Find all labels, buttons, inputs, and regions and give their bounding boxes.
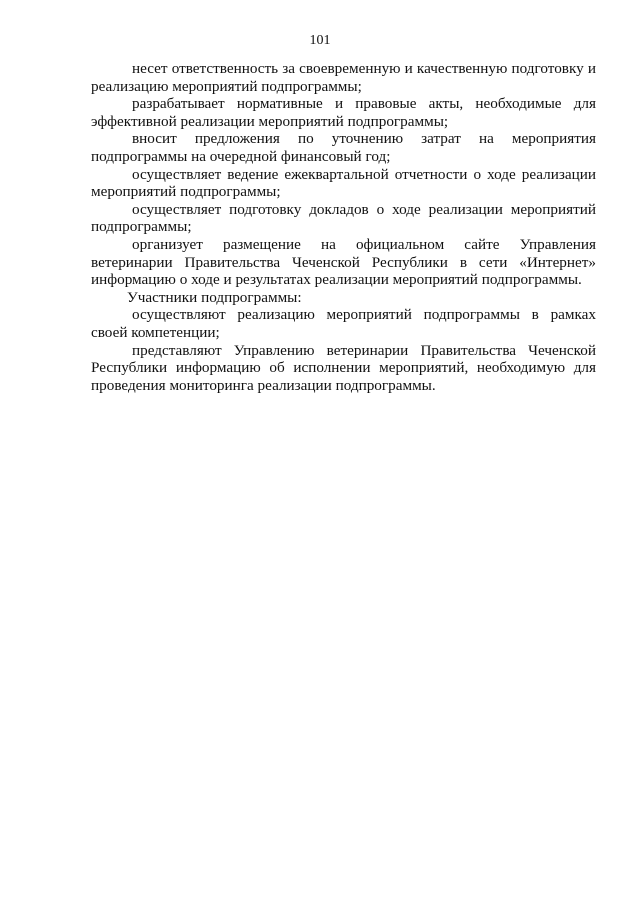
paragraph-participants-implementation: осуществляют реализацию мероприятий подпрограммы в рамках своей компетенции; <box>91 306 596 341</box>
paragraph-quarterly-reporting: осуществляет ведение ежеквартальной отчетности о ходе реализации мероприятий подпрограммы; <box>91 165 596 201</box>
paragraph-normative-acts: разрабатывает нормативные и правовые акты, необходимые для эффективной реализации мероприятий подпрограммы; <box>91 95 596 130</box>
document-body <box>91 60 596 394</box>
paragraph-participants-information: представляют Управлению ветеринарии Правительства Чеченской Республики информацию об исполнении мероприятий, необходимую для проведения мониторинга реализации подпрограммы. <box>91 341 596 394</box>
paragraph-reports-preparation: осуществляет подготовку докладов о ходе реализации мероприятий подпрограммы; <box>91 200 596 236</box>
paragraph-responsibility: несет ответственность за своевременную и качественную подготовку и реализацию мероприятий подпрограммы; <box>91 60 596 95</box>
paragraph-website-publication: организует размещение на официальном сайте Управления ветеринарии Правительства Чеченской Республики в сети «Интернет» информацию о ходе и результатах реализации мероприятий подпрограммы. <box>91 235 596 289</box>
paragraph-cost-proposals: вносит предложения по уточнению затрат на мероприятия подпрограммы на очередной финансовый год; <box>91 130 596 165</box>
page-number: 101 <box>309 33 331 48</box>
participants-heading: Участники подпрограммы: <box>127 288 302 306</box>
